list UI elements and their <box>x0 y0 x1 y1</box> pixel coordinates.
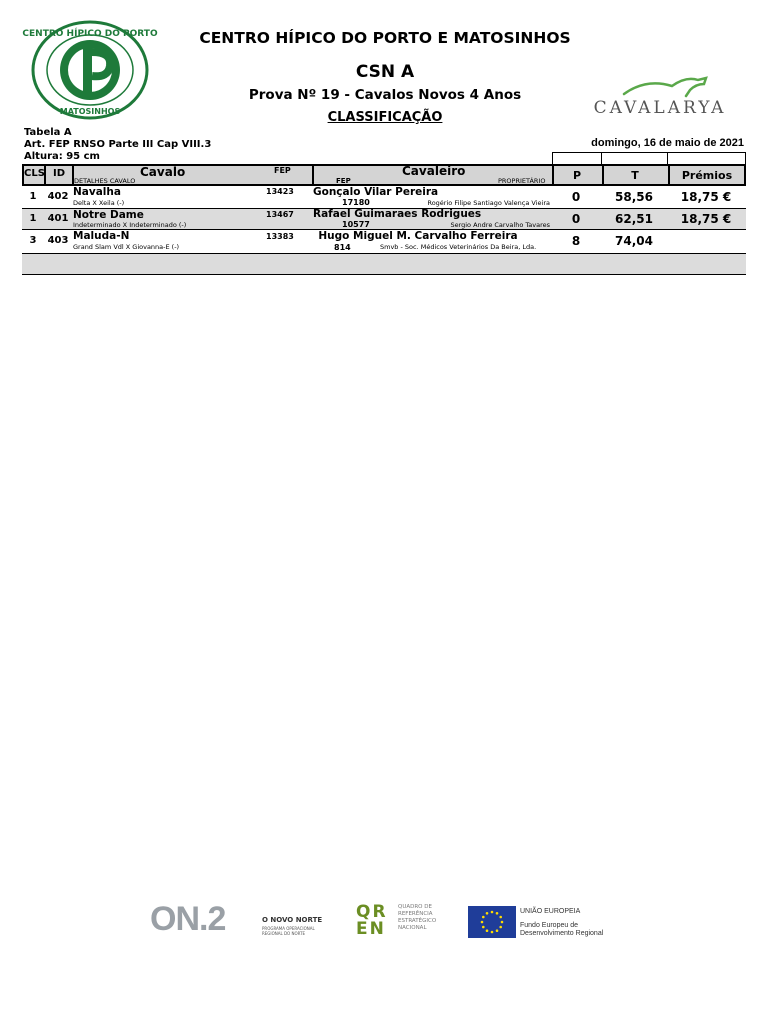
table-row <box>22 230 746 252</box>
row-t: 62,51 <box>615 212 653 226</box>
row-id: 402 <box>47 191 69 202</box>
row-p: 0 <box>571 190 581 204</box>
row-horse-details: Delta X Xeila (-) <box>73 199 125 207</box>
header-p: P <box>572 169 582 182</box>
row-horse-fep: 13423 <box>266 187 294 196</box>
club-logo <box>22 20 158 120</box>
row-horse-fep: 13467 <box>266 210 294 219</box>
club-name: CENTRO HÍPICO DO PORTO E MATOSINHOS <box>199 29 571 47</box>
altura-label: Altura: 95 cm <box>24 151 100 162</box>
eu-sub2: Desenvolvimento Regional <box>520 930 604 937</box>
qren-logo <box>356 902 456 942</box>
section-title: CLASSIFICAÇÃO <box>327 110 443 125</box>
row-horse: Maluda-N <box>73 230 130 242</box>
club-logo-bottom-text: MATOSINHOS <box>59 107 121 116</box>
row-horse-details: Indeterminado X Indeterminado (-) <box>73 221 187 229</box>
eu-logo <box>468 906 628 942</box>
header-id: ID <box>52 168 66 179</box>
club-logo-top-text: CENTRO HÍPICO DO PORTO <box>22 29 158 39</box>
header-fep-rider: FEP <box>336 177 351 185</box>
table-row <box>22 186 746 208</box>
table-row <box>22 208 746 230</box>
qren-subtitle: QUADRO DE REFERÊNCIA ESTRATÉGICO NACIONAL <box>398 904 437 931</box>
row-rider: Rafael Guimaraes Rodrigues <box>313 208 482 220</box>
prova-title: Prova Nº 19 - Cavalos Novos 4 Anos <box>248 87 522 103</box>
header-t: T <box>631 169 639 182</box>
row-rider: Gonçalo Vilar Pereira <box>313 186 439 198</box>
table-footer-bar <box>22 253 746 275</box>
on2-mark: ON.2 <box>150 900 226 938</box>
on2-logo <box>150 902 330 942</box>
eu-title: UNIÃO EUROPEIA <box>520 908 581 915</box>
tabela-label: Tabela A <box>24 127 72 138</box>
row-t: 74,04 <box>615 234 653 248</box>
header-premios: Prémios <box>681 169 733 182</box>
row-t: 58,56 <box>615 190 653 204</box>
row-id: 403 <box>47 235 69 246</box>
on2-subtitle: PROGRAMA OPERACIONAL REGIONAL DO NORTE <box>262 926 315 936</box>
score-box-top <box>552 152 746 164</box>
row-cls: 1 <box>29 191 37 202</box>
header-cavaleiro: Cavaleiro <box>402 164 466 178</box>
on2-title: O NOVO NORTE <box>262 916 323 924</box>
row-cls: 1 <box>29 213 37 224</box>
row-horse: Notre Dame <box>73 209 144 221</box>
header-cls: CLS <box>24 168 45 179</box>
row-owner: Sergio Andre Carvalho Tavares <box>450 221 550 229</box>
row-cls: 3 <box>29 235 37 246</box>
header-cavalo: Cavalo <box>140 165 186 179</box>
row-rider-fep: 814 <box>334 243 351 252</box>
row-rider: Hugo Miguel M. Carvalho Ferreira <box>318 230 518 242</box>
row-horse-fep: 13383 <box>266 232 294 241</box>
row-owner: Rogério Filipe Santiago Valença Vieira <box>427 199 550 207</box>
article-label: Art. FEP RNSO Parte III Cap VIII.3 <box>24 139 212 150</box>
table-header <box>22 164 746 186</box>
row-owner: Smvb - Soc. Médicos Veterinários Da Beira, Lda. <box>380 243 537 251</box>
header-proprietario: PROPRIETÁRIO <box>498 177 546 185</box>
row-p: 8 <box>571 234 581 248</box>
event-code: CSN A <box>355 62 415 82</box>
row-premio: 18,75 € <box>680 190 732 204</box>
row-premio: 18,75 € <box>680 212 732 226</box>
qren-mark: QREN <box>356 902 388 939</box>
header-detalhes: DETALHES CAVALO <box>74 177 136 185</box>
row-p: 0 <box>571 212 581 226</box>
eu-flag-icon <box>468 906 516 938</box>
eu-sub1: Fundo Europeu de <box>520 922 578 929</box>
header-fep: FEP <box>274 166 291 175</box>
row-rider-fep: 10577 <box>342 220 370 229</box>
row-id: 401 <box>47 213 69 224</box>
sponsor-name: CAVALARYA <box>593 98 727 118</box>
row-horse: Navalha <box>73 186 121 198</box>
row-rider-fep: 17180 <box>342 198 370 207</box>
event-date: domingo, 16 de maio de 2021 <box>591 137 744 149</box>
row-horse-details: Grand Slam Vdl X Giovanna-E (-) <box>73 243 180 251</box>
